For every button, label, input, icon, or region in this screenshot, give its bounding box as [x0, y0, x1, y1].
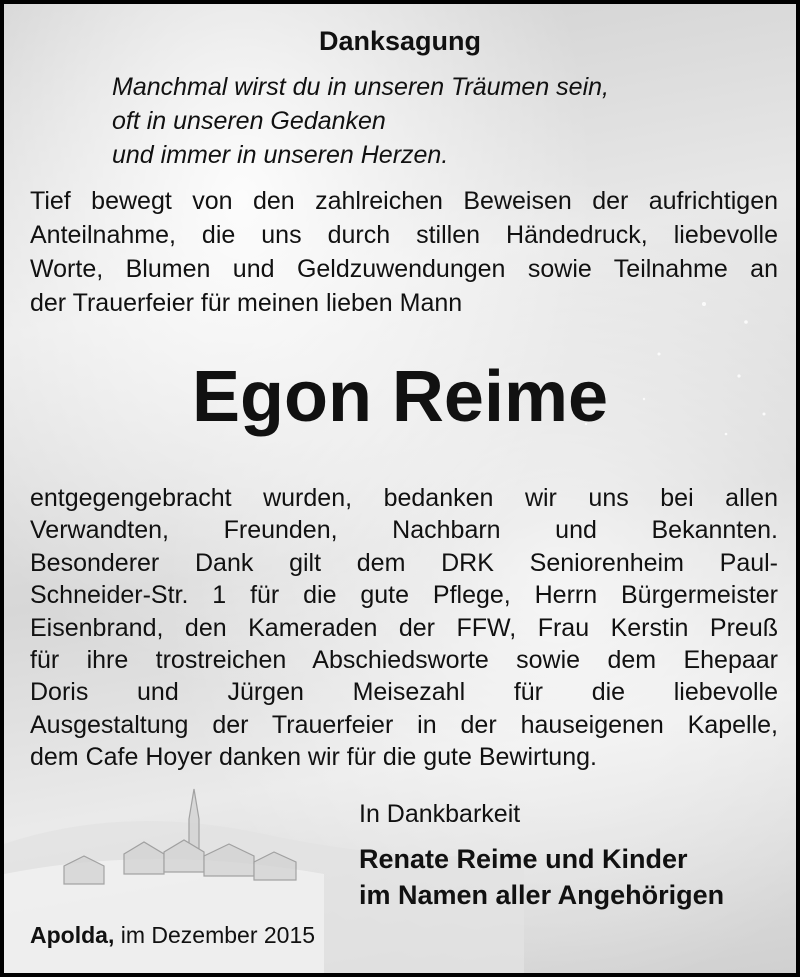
- signature-line: Renate Reime und Kinder: [359, 844, 688, 874]
- poem-line: oft in unseren Gedanken: [112, 107, 386, 135]
- poem-line: Manchmal wirst du in unseren Träumen sein,: [112, 73, 609, 101]
- body-line: Eisenbrand, den Kameraden der FFW, Frau Kerstin Preuß: [30, 613, 778, 642]
- body-line: für ihre trostreichen Abschiedsworte sowie dem Ehepaar: [30, 646, 778, 675]
- body-line: Besonderer Dank gilt dem DRK Seniorenheim Paul-: [30, 548, 778, 577]
- date-text: im Dezember 2015: [120, 922, 316, 948]
- place-and-date: [30, 922, 315, 949]
- heading-danksagung: Danksagung: [318, 26, 482, 56]
- body-line: Schneider-Str. 1 für die gute Pflege, Herrn Bürgermeister: [30, 581, 778, 610]
- intro-line: Anteilnahme, die uns durch stillen Händedruck, liebevolle: [30, 221, 778, 249]
- deceased-name: Egon Reime: [191, 357, 609, 437]
- body-line: Verwandten, Freunden, Nachbarn und Bekannten.: [30, 516, 778, 545]
- body-paragraph: [30, 482, 778, 774]
- signature: [359, 841, 724, 913]
- body-line: Ausgestaltung der Trauerfeier in der hauseigenen Kapelle,: [30, 710, 778, 739]
- place-name: Apolda,: [30, 922, 115, 948]
- intro-line: Worte, Blumen und Geldzuwendungen sowie Teilnahme an: [30, 255, 778, 283]
- poem-line: und immer in unseren Herzen.: [112, 141, 449, 169]
- signature-line: im Namen aller Angehörigen: [359, 880, 725, 910]
- closing-text: In Dankbarkeit: [359, 800, 521, 828]
- body-line: entgegengebracht wurden, bedanken wir uns bei allen: [30, 484, 778, 512]
- poem: [112, 70, 609, 172]
- body-line: Doris und Jürgen Meisezahl für die liebevolle: [30, 678, 778, 707]
- body-line: dem Cafe Hoyer danken wir für die gute Bewirtung.: [30, 743, 597, 772]
- intro-paragraph: [30, 184, 778, 320]
- intro-line: der Trauerfeier für meinen lieben Mann: [30, 289, 463, 317]
- intro-line: Tief bewegt von den zahlreichen Beweisen der aufrichtigen: [30, 187, 778, 215]
